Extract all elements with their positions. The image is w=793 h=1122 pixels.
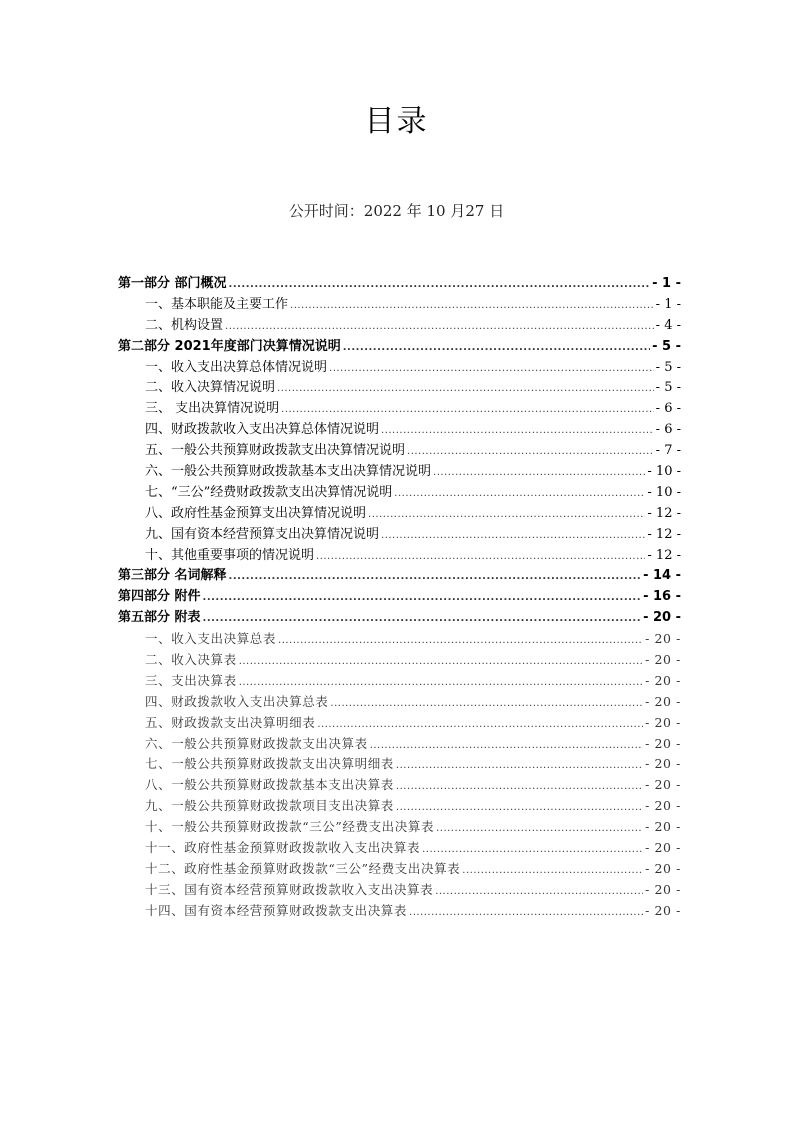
toc-dot-leader xyxy=(229,275,651,296)
toc-entry-label: 八、一般公共预算财政拨款基本支出决算表 xyxy=(145,777,394,793)
toc-part-heading[interactable] xyxy=(118,337,681,358)
toc-entry[interactable] xyxy=(118,546,681,567)
toc-entry-page: - 20 - xyxy=(645,631,681,647)
toc-entry-label: 九、国有资本经营预算支出决算情况说明 xyxy=(145,526,380,542)
toc-entry-label: 十、其他重要事项的情况说明 xyxy=(145,547,315,563)
toc-entry-page: - 12 - xyxy=(647,505,681,521)
toc-entry-label: 第四部分 附件 xyxy=(118,589,201,605)
toc-dot-leader xyxy=(396,756,643,777)
toc-dot-leader xyxy=(316,547,645,568)
toc-dot-leader xyxy=(396,798,643,819)
toc-entry-page: - 20 - xyxy=(645,693,681,709)
toc-entry-page: - 1 - xyxy=(652,276,681,291)
toc-entry[interactable] xyxy=(118,629,681,650)
toc-dot-leader xyxy=(239,652,643,673)
toc-dot-leader xyxy=(343,338,650,359)
toc-entry[interactable] xyxy=(118,399,681,420)
toc-dot-leader xyxy=(203,588,642,609)
toc-entry[interactable] xyxy=(118,734,681,755)
toc-entry[interactable] xyxy=(118,901,681,922)
toc-dot-leader xyxy=(370,736,643,757)
toc-entry[interactable] xyxy=(118,671,681,692)
toc-entry-page: - 12 - xyxy=(647,547,681,563)
toc-entry-label: 九、一般公共预算财政拨款项目支出决算表 xyxy=(145,798,394,814)
toc-entry[interactable] xyxy=(118,441,681,462)
toc-dot-leader xyxy=(277,379,654,400)
toc-dot-leader xyxy=(381,421,654,442)
toc-entry-page: - 7 - xyxy=(655,443,681,459)
toc-entry-page: - 10 - xyxy=(647,464,681,480)
toc-entry-label: 六、一般公共预算财政拨款基本支出决算情况说明 xyxy=(145,464,432,480)
toc-entry[interactable] xyxy=(118,420,681,441)
toc-entry-label: 第一部分 部门概况 xyxy=(118,276,227,291)
toc-entry-page: - 5 - xyxy=(655,380,681,396)
toc-entry-page: - 10 - xyxy=(647,484,681,500)
toc-entry[interactable] xyxy=(118,295,681,316)
toc-entry-label: 三、 支出决算情况说明 xyxy=(145,401,280,417)
toc-dot-leader xyxy=(203,609,642,630)
toc-entry-label: 七、“三公”经费财政拨款支出决算情况说明 xyxy=(145,484,393,500)
toc-entry-label: 八、政府性基金预算支出决算情况说明 xyxy=(145,505,367,521)
toc-entry-label: 三、支出决算表 xyxy=(145,672,237,688)
toc-entry-label: 一、基本职能及主要工作 xyxy=(145,296,289,312)
toc-entry-label: 六、一般公共预算财政拨款支出决算表 xyxy=(145,735,368,751)
toc-entry-page: - 14 - xyxy=(643,568,681,584)
toc-dot-leader xyxy=(330,694,643,715)
toc-entry[interactable] xyxy=(118,525,681,546)
toc-entry-page: - 20 - xyxy=(645,819,681,835)
toc-entry-page: - 20 - xyxy=(645,672,681,688)
toc-entry-label: 第五部分 附表 xyxy=(118,610,201,626)
toc-entry-label: 第二部分 2021年度部门决算情况说明 xyxy=(118,338,341,354)
toc-dot-leader xyxy=(281,400,654,421)
toc-entry-page: - 6 - xyxy=(655,422,681,438)
toc-entry-page: - 20 - xyxy=(645,777,681,793)
toc-entry-page: - 20 - xyxy=(645,840,681,856)
toc-entry[interactable] xyxy=(118,713,681,734)
toc-dot-leader xyxy=(422,840,643,861)
toc-entry[interactable] xyxy=(118,378,681,399)
toc-entry-label: 十、一般公共预算财政拨款“三公”经费支出决算表 xyxy=(145,819,435,835)
toc-dot-leader xyxy=(278,631,643,652)
toc-entry-label: 十四、国有资本经营预算财政拨款支出决算表 xyxy=(145,902,408,918)
toc-part-heading[interactable] xyxy=(118,587,681,608)
page-title: 目录 xyxy=(364,104,429,139)
toc-entry-page: - 20 - xyxy=(645,881,681,897)
toc-entry[interactable] xyxy=(118,692,681,713)
toc-dot-leader xyxy=(368,505,645,526)
toc-entry-page: - 5 - xyxy=(655,359,681,375)
toc-entry-label: 第三部分 名词解释 xyxy=(118,568,227,584)
toc-dot-leader xyxy=(239,673,643,694)
toc-entry-page: - 20 - xyxy=(645,735,681,751)
toc-entry-page: - 6 - xyxy=(655,401,681,417)
toc-dot-leader xyxy=(462,861,643,882)
toc-entry-label: 四、财政拨款收入支出决算总体情况说明 xyxy=(145,422,380,438)
toc-entry[interactable] xyxy=(118,796,681,817)
toc-entry[interactable] xyxy=(118,775,681,796)
toc-entry-page: - 12 - xyxy=(647,526,681,542)
toc-dot-leader xyxy=(329,359,654,380)
toc-entry-label: 十三、国有资本经营预算财政拨款收入支出决算表 xyxy=(145,881,434,897)
toc-dot-leader xyxy=(433,463,645,484)
toc-entry-label: 五、财政拨款支出决算明细表 xyxy=(145,714,316,730)
toc-dot-leader xyxy=(394,484,645,505)
toc-entry-label: 一、收入支出决算总体情况说明 xyxy=(145,359,328,375)
toc-dot-leader xyxy=(409,903,643,924)
toc-entry[interactable] xyxy=(118,483,681,504)
toc-entry[interactable] xyxy=(118,650,681,671)
toc-dot-leader xyxy=(396,777,643,798)
toc-part-heading[interactable] xyxy=(118,608,681,629)
toc-entry-page: - 20 - xyxy=(645,714,681,730)
toc-part-heading[interactable] xyxy=(118,566,681,587)
toc-entry-label: 一、收入支出决算总表 xyxy=(145,631,277,647)
table-of-contents xyxy=(118,274,681,922)
toc-entry-page: - 20 - xyxy=(645,902,681,918)
toc-entry-page: - 20 - xyxy=(645,756,681,772)
toc-entry-label: 五、一般公共预算财政拨款支出决算情况说明 xyxy=(145,443,406,459)
toc-entry[interactable] xyxy=(118,859,681,880)
toc-entry-page: - 20 - xyxy=(643,610,681,626)
toc-entry-label: 十一、政府性基金预算财政拨款收入支出决算表 xyxy=(145,840,421,856)
toc-entry-label: 二、收入决算情况说明 xyxy=(145,380,276,396)
toc-entry-label: 二、收入决算表 xyxy=(145,652,237,668)
toc-entry-page: - 20 - xyxy=(645,652,681,668)
toc-entry-label: 四、财政拨款收入支出决算总表 xyxy=(145,693,329,709)
publication-date: 公开时间：2022 年 10 月27 日 xyxy=(288,202,505,220)
toc-dot-leader xyxy=(407,442,654,463)
toc-entry[interactable] xyxy=(118,754,681,775)
toc-dot-leader xyxy=(317,715,643,736)
toc-entry[interactable] xyxy=(118,358,681,379)
toc-entry-page: - 4 - xyxy=(655,317,681,333)
toc-entry-page: - 1 - xyxy=(655,296,681,312)
toc-entry-label: 二、机构设置 xyxy=(145,317,224,333)
toc-entry-label: 十二、政府性基金预算财政拨款“三公”经费支出决算表 xyxy=(145,860,461,876)
toc-entry[interactable] xyxy=(118,504,681,525)
toc-dot-leader xyxy=(381,526,645,547)
toc-dot-leader xyxy=(290,296,654,317)
toc-part-heading[interactable] xyxy=(118,274,681,295)
toc-entry[interactable] xyxy=(118,838,681,859)
toc-entry-page: - 20 - xyxy=(645,860,681,876)
toc-entry[interactable] xyxy=(118,316,681,337)
toc-dot-leader xyxy=(225,317,654,338)
toc-dot-leader xyxy=(436,819,643,840)
toc-dot-leader xyxy=(435,882,643,903)
toc-entry[interactable] xyxy=(118,880,681,901)
toc-entry-page: - 20 - xyxy=(645,798,681,814)
toc-entry[interactable] xyxy=(118,817,681,838)
toc-dot-leader xyxy=(229,567,642,588)
toc-entry-page: - 16 - xyxy=(643,589,681,605)
toc-entry[interactable] xyxy=(118,462,681,483)
toc-entry-page: - 5 - xyxy=(652,338,681,354)
toc-entry-label: 七、一般公共预算财政拨款支出决算明细表 xyxy=(145,756,394,772)
